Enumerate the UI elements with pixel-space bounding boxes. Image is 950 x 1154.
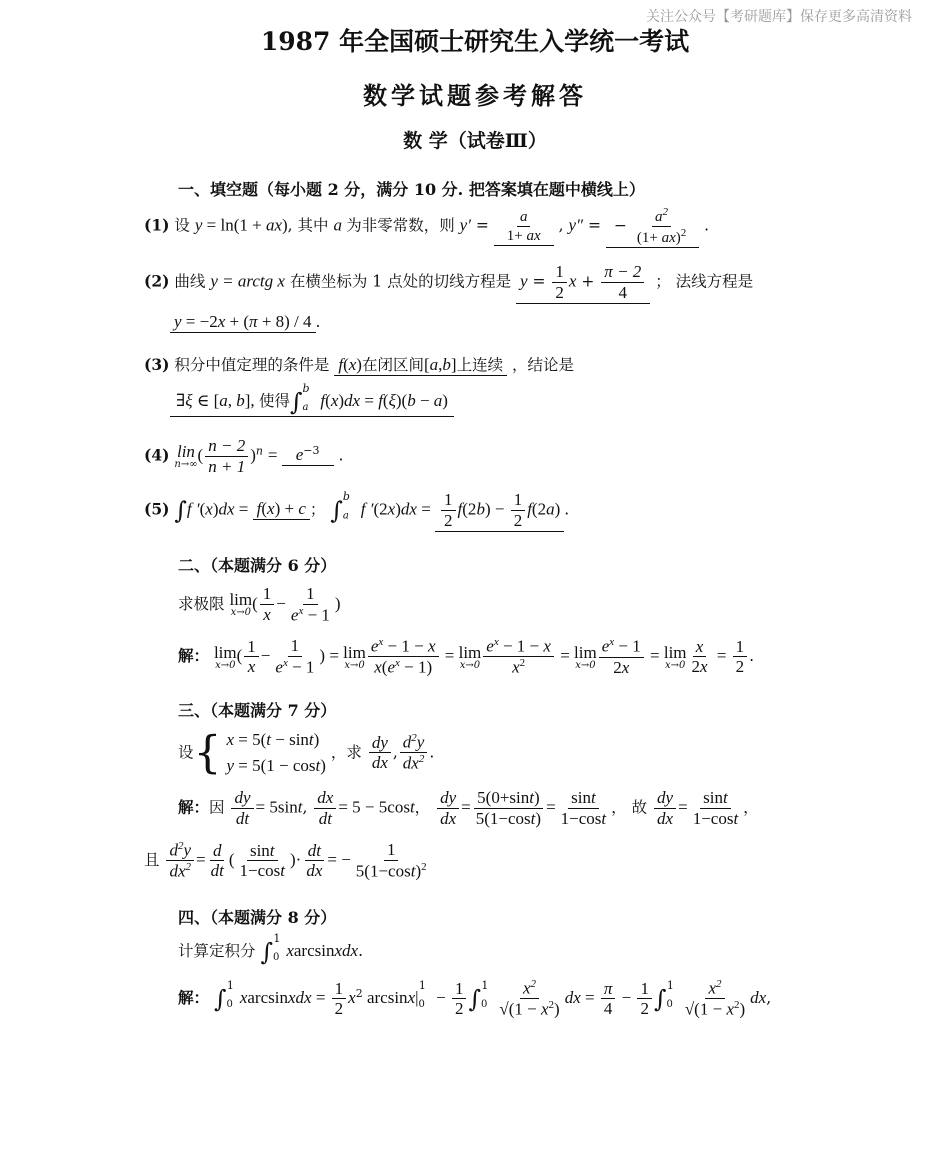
- q5-answer-1: f(x) + c: [253, 499, 310, 520]
- section-2-solution: 解： lim x→0 ( $\frac{1}{x}$ − $\frac{1}{e^x - 1}$ ) = lim x→0 $\frac{e^x - 1 - x}{x(e^x - 1)}$ = lim x→0 $\frac{e^x - 1 - x}{x^2}$ = lim x→0 $\frac{e^x - 1}{2x}$ = lim x→0 $\frac{x}{2x}$ = $\frac{1}{2}$ .: [178, 636, 755, 677]
- question-2: (2) 曲线 y = arctg x 在横坐标为 1 点处的切线方程是 y = $\frac{1}{2}$ x + $\frac{\pi - 2}{4}$ ； 法线方程是: [144, 262, 753, 304]
- title-line2: 数学试题参考解答: [363, 81, 587, 110]
- section-3-heading: 三、（本题满分 7 分）: [178, 701, 337, 720]
- question-4: (4) lin n→∞ ( $\frac{n - 2}{n + 1}$ )$^n = e^{-3}$ .: [144, 436, 344, 476]
- section-1-heading: 一、填空题（每小题 2 分，满分 10 分. 把答案填在题中横线上）: [178, 180, 645, 199]
- q5-answer-2: $\frac{1}{2}$ f(2b) − $\frac{1}{2}$ f(2a): [435, 490, 564, 532]
- q3-answer-conclusion: ∃ξ ∈ [a, b], 使得$\int_a^b$ f(x)dx = f(ξ)(b − a): [170, 388, 454, 417]
- section-3-solution-cont: 且 $\frac{d^2y}{dx^2}$ = $\frac{d}{dt}$ ( $\frac{\sin t}{1-\cos t}$ )· $\frac{dt}{dx}$ = − $\frac{1}{5(1-\cos t)^2}$: [144, 840, 427, 881]
- q4-answer: $e^{-3}$: [282, 444, 334, 466]
- section-2-heading: 二、（本题满分 6 分）: [178, 556, 337, 575]
- q1-answer-2: − $\frac{a^2}{(1+ ax)^2}$: [606, 206, 699, 248]
- question-1: (1) 设 y = ln(1 + ax), 其中 a 为非零常数，则 y′ = $\frac{a}{1+ ax}$ , y″ = − $\frac{a^2}{(1+ ax)^2}$ .: [144, 206, 710, 247]
- title-line1: 1987 年全国硕士研究生入学统一考试: [260, 27, 690, 56]
- watermark: 关注公众号【考研题库】保存更多高清资料: [646, 9, 912, 25]
- title-line3: 数 学（试卷Ⅲ）: [403, 130, 547, 152]
- q3-answer-condition: f(x)在闭区间[a,b]上连续: [334, 353, 507, 376]
- q1-num: (1): [144, 215, 170, 235]
- section-4-question: 计算定积分 $\int_0^1xarcsinxdx$.: [178, 931, 364, 966]
- question-5: (5) ∫f ′(x)dx = f(x) + c ； $\int_a^b$ f ′(2x)dx = $\frac{1}{2}$ f(2b) − $\frac{1}{2}$ f(2a) .: [144, 490, 569, 532]
- section-4-heading: 四、（本题满分 8 分）: [178, 908, 337, 927]
- section-3-question: 设{ x = 5(t − sint) y = 5(1 − cost) ，求 $\frac{dy}{dx}$ , $\frac{d^2y}{dx^2}$ .: [178, 727, 435, 779]
- q2-answer-tangent: y = $\frac{1}{2}$ x + $\frac{\pi - 2}{4}$: [516, 262, 650, 304]
- question-3: (3) 积分中值定理的条件是 f(x)在闭区间[a,b]上连续 ，结论是: [144, 355, 575, 374]
- q2-answer-normal: y = −2x + (π + 8) / 4 .: [170, 312, 320, 333]
- section-2-question: 求极限 lim x→0 ( $\frac{1}{x}$ − $\frac{1}{e^x - 1}$ ): [178, 584, 341, 625]
- section-3-solution: 解：因 $\frac{dy}{dt}$ = 5sint, $\frac{dx}{dt}$ = 5 − 5cost， $\frac{dy}{dx}$ = $\frac{5(0+\sin t)}{5(1-\cos t)}$ = $\frac{\sin t}{1-\cos t}$ ， 故 $\frac{dy}{dx}$ = $\frac{\sin t}{1-\cos t}$ ，: [178, 788, 759, 828]
- section-4-solution: 解： $\int_0^1xarcsinxdx$ = $\frac{1}{2}$ $x^2$ $\arcsin x|_0^1$ − $\frac{1}{2}$ $\int_0^1$ $\frac{x^2}{√(1 - x^2)}$ dx = $\frac{\pi}{4}$ − $\frac{1}{2}$ $\int_0^1$ $\frac{x^2}{√(1 - x^2)}$ dx,: [178, 978, 772, 1019]
- q1-answer-1: $\frac{a}{1+ ax}$: [494, 209, 554, 246]
